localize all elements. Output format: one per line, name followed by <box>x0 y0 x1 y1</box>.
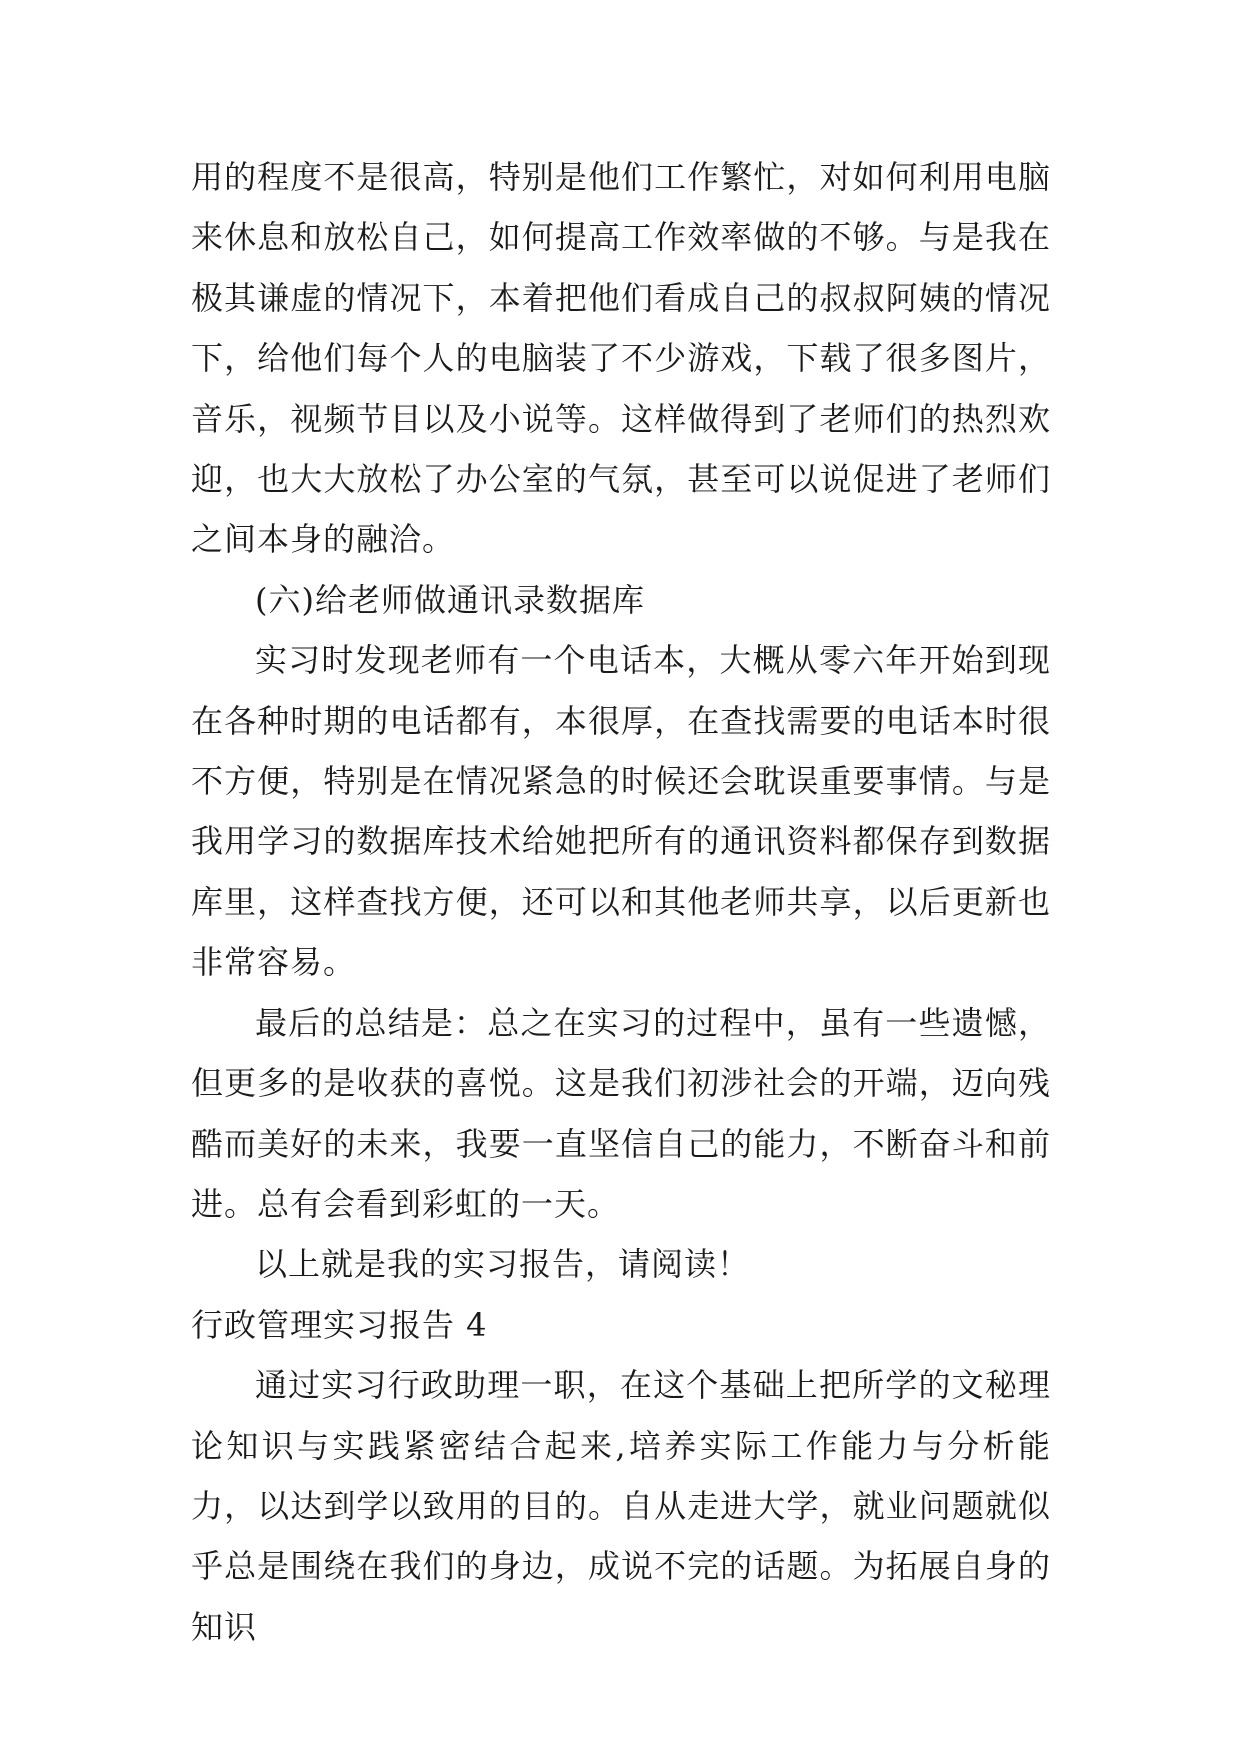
paragraph-address-book: 实习时发现老师有一个电话本，大概从零六年开始到现在各种时期的电话都有，本很厚，在查找需要的电话本时很不方便，特别是在情况紧急的时候还会耽误重要事情。与是我用学习的数据库技术给她把所有的通讯资料都保存到数据库里，这样查找方便，还可以和其他老师共享，以后更新也非常容易。 <box>191 641 1051 982</box>
report-title: 行政管理实习报告 4 <box>191 1305 488 1344</box>
document-body <box>191 147 1051 1657</box>
paragraph-report-intro: 通过实习行政助理一职，在这个基础上把所学的文秘理论知识与实践紧密结合起来,培养实际工作能力与分析能力，以达到学以致用的目的。自从走进大学，就业问题就似乎总是围绕在我们的身边，成说不完的话题。为拓展自身的知识 <box>191 1366 1051 1646</box>
paragraph-closing: 以上就是我的实习报告，请阅读！ <box>255 1245 751 1284</box>
paragraph-continuation: 用的程度不是很高，特别是他们工作繁忙，对如何利用电脑来休息和放松自己，如何提高工作效率做的不够。与是我在极其谦虚的情况下，本着把他们看成自己的叔叔阿姨的情况下，给他们每个人的电脑装了不少游戏，下载了很多图片，音乐，视频节目以及小说等。这样做得到了老师们的热烈欢迎，也大大放松了办公室的气氛，甚至可以说促进了老师们之间本身的融洽。 <box>191 158 1051 559</box>
section-subheading: (六)给老师做通讯录数据库 <box>255 580 645 619</box>
paragraph-summary: 最后的总结是：总之在实习的过程中，虽有一些遗憾，但更多的是收获的喜悦。这是我们初涉社会的开端，迈向残酷而美好的未来，我要一直坚信自己的能力，不断奋斗和前进。总有会看到彩虹的一天。 <box>191 1003 1051 1223</box>
